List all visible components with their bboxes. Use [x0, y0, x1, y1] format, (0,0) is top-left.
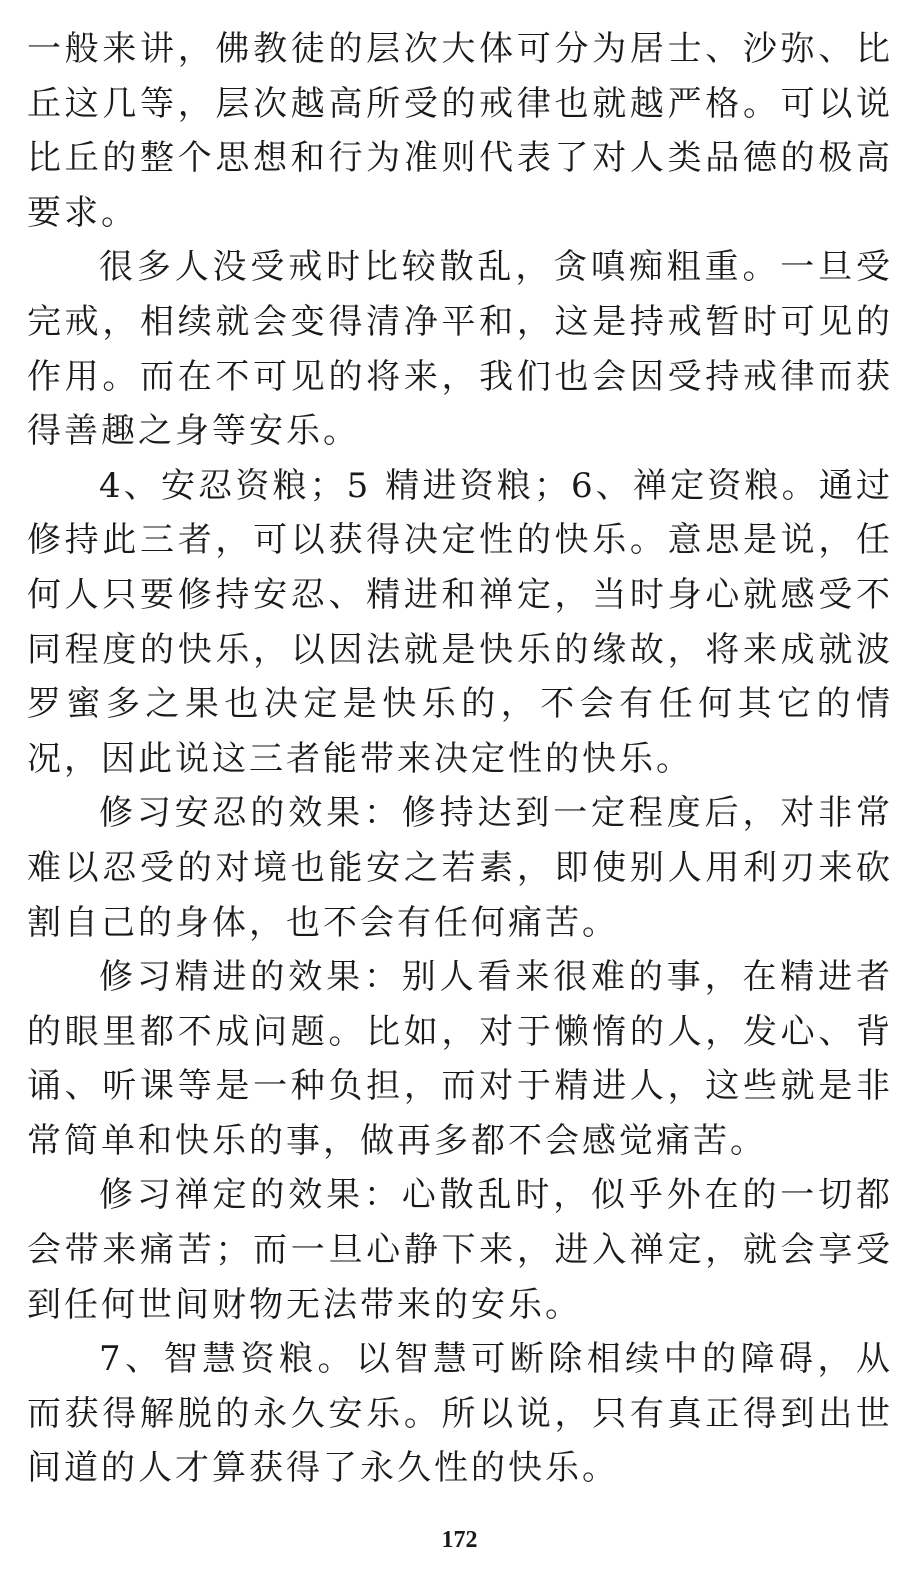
paragraph-5: 修习精进的效果：别人看来很难的事，在精进者的眼里都不成问题。比如，对于懒惰的人，发心、背诵、听课等是一种负担，而对于精进人，这些就是非常简单和快乐的事，做再多都不会感觉痛苦。: [27, 957, 893, 1161]
paragraph-6: 修习禅定的效果：心散乱时，似乎外在的一切都会带来痛苦；而一旦心静下来，进入禅定，就会享受到任何世间财物无法带来的安乐。: [27, 1175, 893, 1325]
paragraph-1: 一般来讲，佛教徒的层次大体可分为居士、沙弥、比丘这几等，层次越高所受的戒律也就越严格。可以说比丘的整个思想和行为准则代表了对人类品德的极高要求。: [27, 29, 893, 233]
paragraph-2: 很多人没受戒时比较散乱，贪嗔痴粗重。一旦受完戒，相续就会变得清净平和，这是持戒暂时可见的作用。而在不可见的将来，我们也会因受持戒律而获得善趣之身等安乐。: [27, 247, 893, 452]
page-number: 172: [441, 1527, 478, 1553]
paragraph-3: 4、安忍资粮；5 精进资粮；6、禅定资粮。通过修持此三者，可以获得决定性的快乐。意思是说，任何人只要修持安忍、精进和禅定，当时身心就感受不同程度的快乐，以因法就是快乐的缘故，将来成就波罗蜜多之果也决定是快乐的，不会有任何其它的情况，因此说这三者能带来决定性的快乐。: [27, 465, 893, 779]
page-body: [27, 22, 893, 1496]
paragraph-7: 7、智慧资粮。以智慧可断除相续中的障碍，从而获得解脱的永久安乐。所以说，只有真正得到出世间道的人才算获得了永久性的快乐。: [27, 1339, 893, 1489]
paragraph-4: 修习安忍的效果：修持达到一定程度后，对非常难以忍受的对境也能安之若素，即使别人用利刃来砍割自己的身体，也不会有任何痛苦。: [27, 793, 893, 943]
